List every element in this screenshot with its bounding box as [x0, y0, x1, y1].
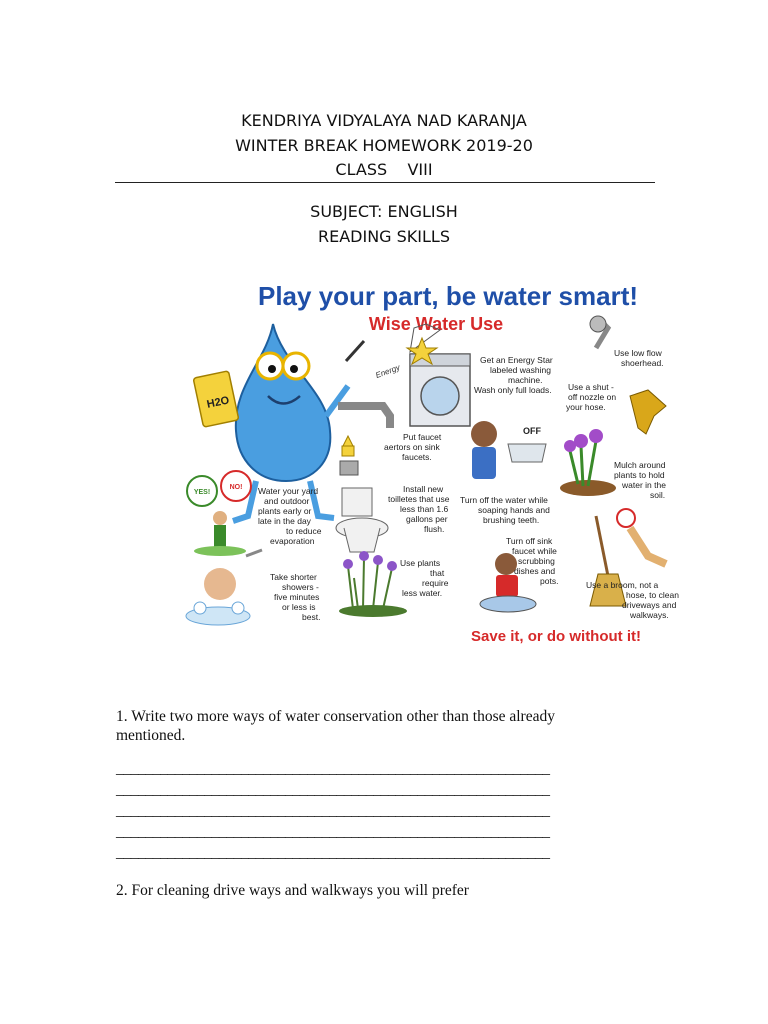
question-1-line-2: mentioned.: [116, 727, 186, 744]
tip-toilets: Install new toilletes that use less than 1.6 gallons per flush.: [388, 484, 450, 534]
water-smart-poster: [178, 266, 718, 650]
header-divider: [115, 182, 655, 183]
school-name: KENDRIYA VIDYALAYA NAD KARANJA: [241, 111, 527, 130]
class-label: CLASS VIII: [335, 160, 433, 179]
poster-footer: Save it, or do without it!: [471, 628, 641, 645]
tip-showers: Take shorter showers - five minutes or less is best.: [270, 572, 321, 622]
no-label: NO!: [229, 484, 243, 491]
h2o-label: H2O: [205, 394, 231, 411]
answer-line-5[interactable]: ___________________________________________________________: [116, 844, 550, 861]
tip-water-yard: Water your yard and outdoor plants early or late in the day to reduce evaporation: [258, 486, 322, 546]
yes-label: YES!: [193, 489, 211, 496]
section-label: READING SKILLS: [317, 227, 450, 246]
question-1-line-1: 1. Write two more ways of water conservation other than those already: [116, 708, 555, 725]
question-2: 2. For cleaning drive ways and walkways you will prefer: [116, 882, 469, 899]
tip-energy-star: Get an Energy Star labeled washing machine. Wash only full loads.: [474, 355, 553, 395]
homework-title: WINTER BREAK HOMEWORK 2019-20: [235, 136, 533, 155]
subject-label: SUBJECT: ENGLISH: [310, 202, 458, 221]
tip-showerhead: Use low flow shoerhead.: [614, 348, 664, 368]
question-1: [116, 707, 656, 745]
poster-title: Play your part, be water smart!: [257, 281, 639, 311]
tip-aerators: Put faucet aertors on sink faucets.: [384, 432, 442, 462]
tip-dishes: Turn off sink faucet while scrubbing dishes and pots.: [506, 536, 559, 586]
tip-mulch: Mulch around plants to hold water in the soil.: [614, 460, 666, 500]
answer-line-4[interactable]: ___________________________________________________________: [116, 823, 550, 840]
tip-brushing: Turn off the water while soaping hands and brushing teeth.: [460, 495, 550, 525]
answer-line-3[interactable]: ___________________________________________________________: [116, 802, 550, 819]
answer-line-2[interactable]: ___________________________________________________________: [116, 781, 550, 798]
poster-subtitle: Wise Water Use: [368, 314, 504, 334]
energy-label: Energy: [374, 362, 402, 380]
off-label: OFF: [523, 426, 541, 436]
tip-plants: Use plants that require less water.: [400, 558, 449, 598]
tip-broom: Use a broom, not a hose, to clean driveways and walkways.: [586, 580, 679, 620]
answer-line-1[interactable]: ___________________________________________________________: [116, 760, 550, 777]
tip-nozzle: Use a shut - off nozzle on your hose.: [566, 382, 617, 412]
